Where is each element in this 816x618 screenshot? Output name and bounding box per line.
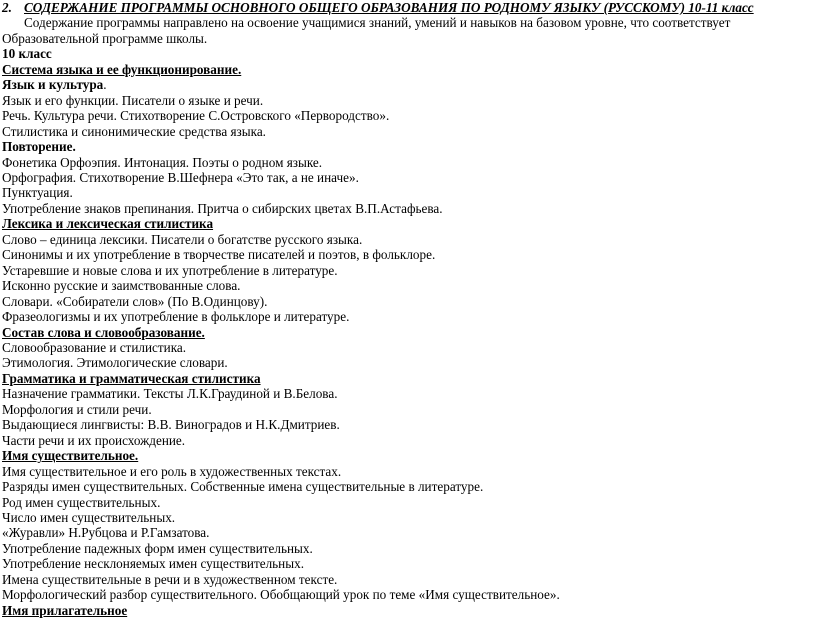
line-text: Морфологический разбор существительного. Обобщающий урок по теме «Имя существительное». — [2, 587, 560, 603]
content-line — [2, 93, 812, 108]
section-heading — [2, 62, 812, 77]
content-line — [2, 108, 812, 123]
content-line — [2, 402, 812, 417]
section-heading — [2, 139, 812, 154]
content-line — [2, 355, 812, 370]
content-line — [2, 124, 812, 139]
section-heading — [2, 448, 812, 463]
content-line — [2, 417, 812, 432]
line-text: Употребление падежных форм имен существительных. — [2, 540, 313, 556]
content-line — [2, 340, 812, 355]
line-text: Фонетика Орфоэпия. Интонация. Поэты о родном языке. — [2, 154, 323, 170]
content-line — [2, 170, 812, 185]
line-text: Фразеологизмы и их употребление в фольклоре и литературе. — [2, 309, 350, 325]
line-text: Морфология и стили речи. — [2, 401, 152, 417]
content-line — [2, 278, 812, 293]
content-line — [2, 201, 812, 216]
line-text: Употребление знаков препинания. Притча о сибирских цветах В.П.Астафьева. — [2, 200, 443, 216]
line-text: Система языка и ее функционирование. — [2, 61, 242, 77]
section-heading — [2, 325, 812, 340]
title-text: СОДЕРЖАНИЕ ПРОГРАММЫ ОСНОВНОГО ОБЩЕГО ОБРАЗОВАНИЯ ПО РОДНОМУ ЯЗЫКУ (РУССКОМУ) 10-11 класс — [24, 0, 754, 15]
intro-line-2: Образовательной программе школы. — [2, 30, 208, 46]
line-text: Грамматика и грамматическая стилистика — [2, 370, 261, 386]
line-text: Разряды имен существительных. Собственные имена существительные в литературе. — [2, 479, 484, 495]
line-text: Части речи и их происхождение. — [2, 432, 186, 448]
content-line — [2, 495, 812, 510]
content-line — [2, 556, 812, 571]
content-line — [2, 185, 812, 200]
section-heading — [2, 603, 812, 618]
content-line — [2, 572, 812, 587]
line-text: Имя существительное и его роль в художественных текстах. — [2, 463, 342, 479]
line-text: Словообразование и стилистика. — [2, 339, 187, 355]
content-line — [2, 294, 812, 309]
content-line — [2, 263, 812, 278]
line-text: Состав слова и словообразование. — [2, 324, 205, 340]
intro-line-1: Содержание программы направлено на освоение учащимися знаний, умений и навыков на базовом уровне, что соответствует — [24, 15, 731, 31]
content-line — [2, 433, 812, 448]
line-text: Синонимы и их употребление в творчестве писателей и поэтов, в фольклоре. — [2, 247, 436, 263]
content-lines — [2, 62, 812, 618]
content-line — [2, 525, 812, 540]
content-line — [2, 155, 812, 170]
line-text: Исконно русские и заимствованные слова. — [2, 278, 241, 294]
content-line — [2, 309, 812, 324]
title-number: 2. — [2, 0, 12, 15]
line-text: Род имен существительных. — [2, 494, 161, 510]
line-text: Выдающиеся лингвисты: В.В. Виноградов и Н.К.Дмитриев. — [2, 417, 340, 433]
line-text: Этимология. Этимологические словари. — [2, 355, 228, 371]
content-line — [2, 386, 812, 401]
line-text: Имена существительные в речи и в художественном тексте. — [2, 571, 338, 587]
line-text: Имя прилагательное — [2, 602, 128, 618]
line-text: Язык и культура — [2, 77, 104, 93]
line-text: Назначение грамматики. Тексты Л.К.Граудиной и В.Белова. — [2, 386, 338, 402]
content-line — [2, 232, 812, 247]
line-text: Речь. Культура речи. Стихотворение С.Островского «Первородство». — [2, 108, 390, 124]
line-text: Язык и его функции. Писатели о языке и речи. — [2, 92, 264, 108]
line-text: Орфография. Стихотворение В.Шефнера «Это так, а не иначе». — [2, 169, 359, 185]
section-heading — [2, 371, 812, 386]
line-text: Лексика и лексическая стилистика — [2, 216, 214, 232]
line-suffix: . — [103, 77, 107, 93]
grade-heading: 10 класс — [2, 46, 52, 62]
line-text: Словари. «Собиратели слов» (По В.Одинцову). — [2, 293, 268, 309]
line-text: Употребление несклоняемых имен существительных. — [2, 556, 304, 572]
content-line — [2, 479, 812, 494]
line-text: Число имен существительных. — [2, 509, 176, 525]
line-text: Пунктуация. — [2, 185, 73, 201]
content-line — [2, 247, 812, 262]
section-heading — [2, 77, 812, 92]
line-text: Повторение. — [2, 139, 76, 155]
line-text: Стилистика и синонимические средства языка. — [2, 123, 266, 139]
content-line — [2, 464, 812, 479]
document-title — [2, 0, 812, 15]
line-text: Слово – единица лексики. Писатели о богатстве русского языка. — [2, 231, 363, 247]
content-line — [2, 541, 812, 556]
content-line — [2, 587, 812, 602]
section-heading — [2, 216, 812, 231]
line-text: «Журавли» Н.Рубцова и Р.Гамзатова. — [2, 525, 210, 541]
line-text: Имя существительное. — [2, 448, 139, 464]
line-text: Устаревшие и новые слова и их употребление в литературе. — [2, 262, 338, 278]
content-line — [2, 510, 812, 525]
document-page — [2, 0, 812, 618]
